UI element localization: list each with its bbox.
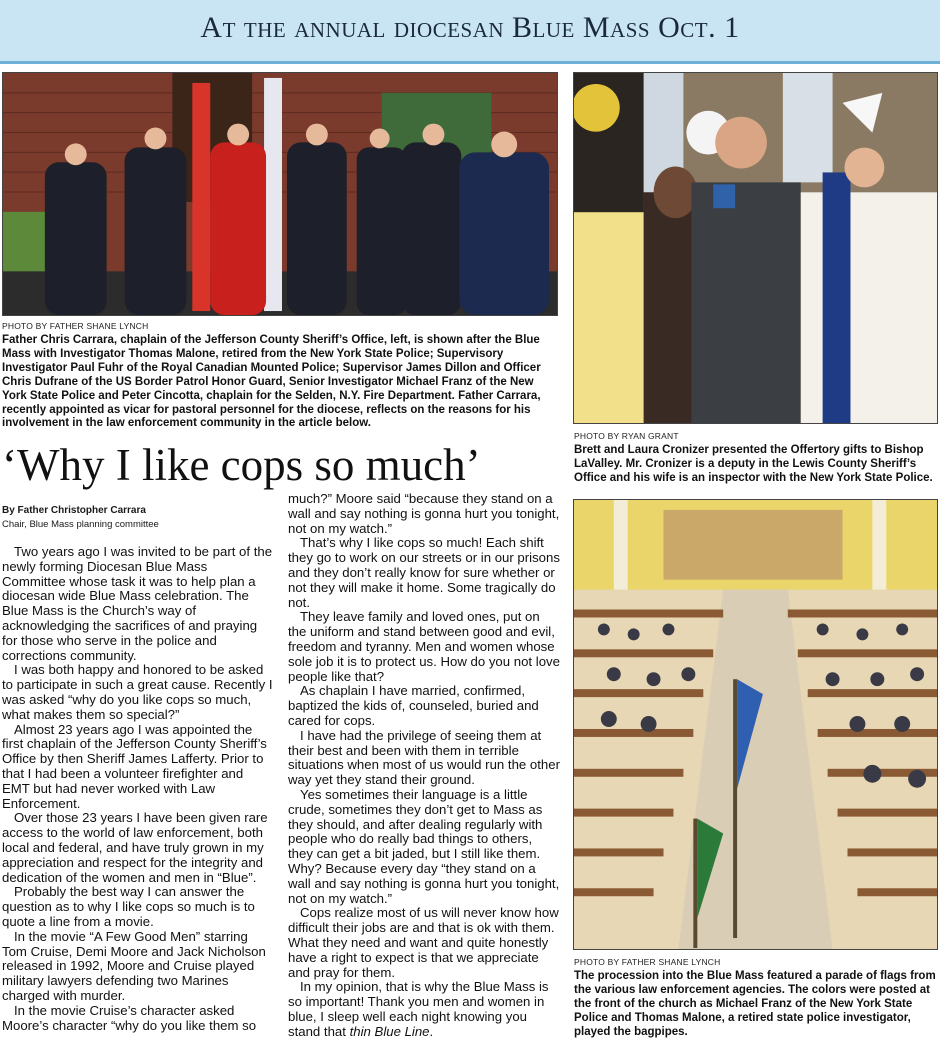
last-paragraph-end: .: [429, 1023, 434, 1039]
photo-credit: PHOTO BY FATHER SHANE LYNCH: [2, 321, 149, 331]
procession-photo: [573, 499, 938, 950]
group-photo: [2, 72, 558, 316]
article-paragraph: They leave family and loved ones, put on the uniform and stand between good and evil, freedom and tyranny. Men and women whose sole job it is to protect us. How do you not love people like that?: [288, 609, 560, 684]
photo-caption: The procession into the Blue Mass featured a parade of flags from the various law enforcement agencies. The colors were posted at the front of the church as Michael Franz of the New York State Police and Thomas Malone, a retired state police investigator, played the bagpipes.: [574, 970, 936, 1038]
last-paragraph-italic: thin Blue Line: [349, 1023, 430, 1039]
banner-title: At the annual diocesan Blue Mass Oct. 1: [200, 11, 740, 44]
article-paragraph: I have had the privilege of seeing them at their best and been with them in terrible situations when most of us would run the other way yet they stand their ground.: [288, 727, 560, 788]
article-paragraph: Almost 23 years ago I was appointed the first chaplain of the Jefferson County Sheriff’s Office by then Sheriff James Lafferty. Prior to that I had been a volunteer firefighter and EMT but had never worked with Law Enforcement.: [2, 721, 267, 811]
article-paragraph: Cops realize most of us will never know how difficult their jobs are and that is ok with them. What they need and want and quite honestly have a right to expect is that we appreciate and pray for them.: [288, 905, 559, 980]
article-column-2: [288, 492, 560, 1039]
offertory-photo: [573, 72, 938, 424]
article-paragraph: In the movie Cruise’s character asked Moore’s character “why do you like them so: [2, 1002, 257, 1033]
article-paragraph: much?” Moore said “because they stand on a wall and say nothing is gonna hurt you tonight, not on my watch.”: [288, 491, 560, 536]
article-paragraph: Over those 23 years I have been given rare access to the world of law enforcement, both local and federal, and have truly grown in my appreciation and respect for the integrity and dedication of the women and men in “Blue”.: [2, 810, 268, 885]
article-column-1: [2, 545, 274, 1033]
article-paragraph: Two years ago I was invited to be part of the newly forming Diocesan Blue Mass Committee whose task it was to help plan a diocesan wide Blue Mass celebration. The Blue Mass is the Church’s way of acknowledging the sacrifices of and praying for those who serve in the police and corrections community.: [2, 544, 273, 663]
article-paragraph: In the movie “A Few Good Men” starring Tom Cruise, Demi Moore and Jack Nicholson released in 1992, Moore and Cruise played military lawyers defending two Marines charged with murder.: [2, 928, 266, 1003]
article-paragraph: That’s why I like cops so much! Each shift they go to work on our streets or in our prisons and they don’t really know for sure whether or not they will make it home. Some tragically do not.: [288, 535, 560, 610]
article-paragraph: I was both happy and honored to be asked to participate in such a great cause. Recently I was asked “why do you like cops so much, what makes them so special?”: [2, 662, 273, 722]
photo-caption: Brett and Laura Cronizer presented the Offertory gifts to Bishop LaValley. Mr. Cronizer is a deputy in the Lewis County Sheriff’s Office and his wife is an inspector with the New York State Police.: [574, 444, 933, 484]
article-paragraph: Yes sometimes their language is a little crude, sometimes they don’t get to Mass as they should, and after dealing regularly with people who do really bad things to others, they can get a bit jaded, but I still like them. Why? Because every day “they stand on a wall and say nothing is gonna hurt you tonight, not on my watch.”: [288, 786, 560, 906]
last-paragraph-text: In my opinion, that is why the Blue Mass is so important! Thank you men and women in blue, I sleep well each night knowing you stand that: [288, 979, 549, 1039]
photo-caption: Father Chris Carrara, chaplain of the Jefferson County Sheriff’s Office, left, is shown after the Blue Mass with Investigator Thomas Malone, retired from the New York State Police; Supervisory Investigator Paul Fuhr of the Royal Canadian Mounted Police; Supervisor James Dillon and Officer Chris Dufrane of the US Border Patrol Honor Guard, Senior Investigator Michael Franz of the New York State Police and Peter Cincotta, chaplain for the Selden, N.Y. Fire Department. Father Carrara, recently appointed as vicar for pastoral personnel for the diocese, reflects on the reasons for his involvement in the law enforcement community in the article below.: [2, 334, 541, 430]
photo-credit: PHOTO BY RYAN GRANT: [574, 431, 679, 441]
article-byline: By Father Christopher Carrara: [2, 505, 146, 516]
author-role: Chair, Blue Mass planning committee: [2, 519, 159, 530]
article-headline: ‘Why I like cops so much’: [2, 440, 481, 490]
article-paragraph: As chaplain I have married, confirmed, baptized the kids of, counseled, buried and cared for cops.: [288, 683, 539, 728]
article-paragraph: Probably the best way I can answer the question as to why I like cops so much is to quote a line from a movie.: [2, 884, 255, 929]
photo-credit: PHOTO BY FATHER SHANE LYNCH: [574, 957, 721, 967]
article-paragraph-last: [288, 980, 560, 1039]
section-banner: [0, 0, 940, 64]
